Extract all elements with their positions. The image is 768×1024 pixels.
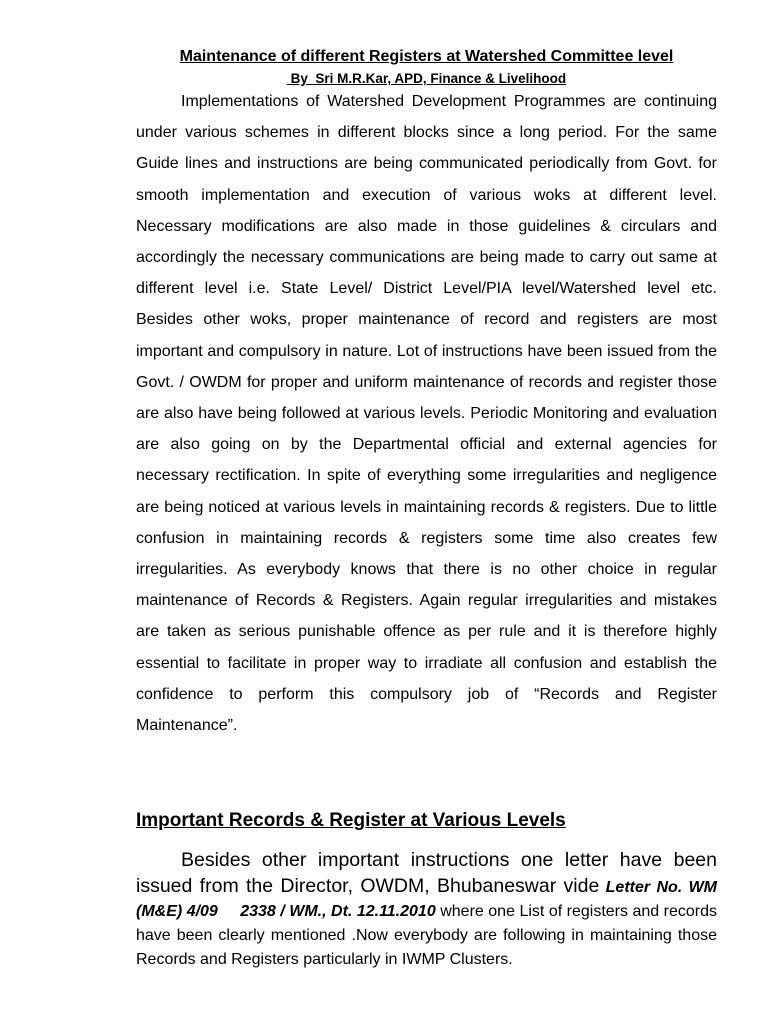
author-byline: By Sri M.R.Kar, APD, Finance & Livelihood — [286, 71, 567, 86]
section-heading: Important Records & Register at Various Levels — [136, 810, 566, 831]
intro-paragraph: Implementations of Watershed Development Programmes are continuing under various schemes in different blocks since a long period. For the same Guide lines and instructions are being communicated periodically from Govt. for smooth implementation and execution of various woks at different level. Necessary modifications are also made in those guidelines & circulars and accordingly the necessary communications are being made to carry out same at different level i.e. State Level/ District Level/PIA level/Watershed level etc. Besides other woks, proper maintenance of record and registers are most important and compulsory in nature. Lot of instructions have been issued from the Govt. / OWDM for proper and uniform maintenance of records and register those are also have being followed at various levels. Periodic Monitoring and evaluation are also going on by the Departmental official and external agencies for necessary rectification. In spite of everything some irregularities and negligence are being noticed at various levels in maintaining records & registers. Due to little confusion in maintaining records & registers some time also creates few irregularities. As everybody knows that there is no other choice in regular maintenance of Records & Registers. Again regular irregularities and mistakes are taken as serious punishable offence as per rule and it is therefore highly essential to facilitate in proper way to irradiate all confusion and establish the confidence to perform this compulsory job of “Records and Register Maintenance”. — [136, 93, 717, 735]
section-paragraph-rest: where one List of registers and records have been clearly mentioned .Now everybody are following in maintaining those Records and Registers particularly in IWMP Clusters. — [136, 903, 718, 968]
section-paragraph — [136, 848, 722, 972]
section-paragraph-lead: Besides other important instructions one letter have been issued from the Director, OWDM, Bhubaneswar vide — [136, 849, 717, 897]
letter-reference: Letter No. WM (M&E) 4/09 2338 / WM., Dt. 12.11.2010 — [136, 879, 722, 920]
document-title: Maintenance of different Registers at Watershed Committee level — [179, 48, 674, 65]
